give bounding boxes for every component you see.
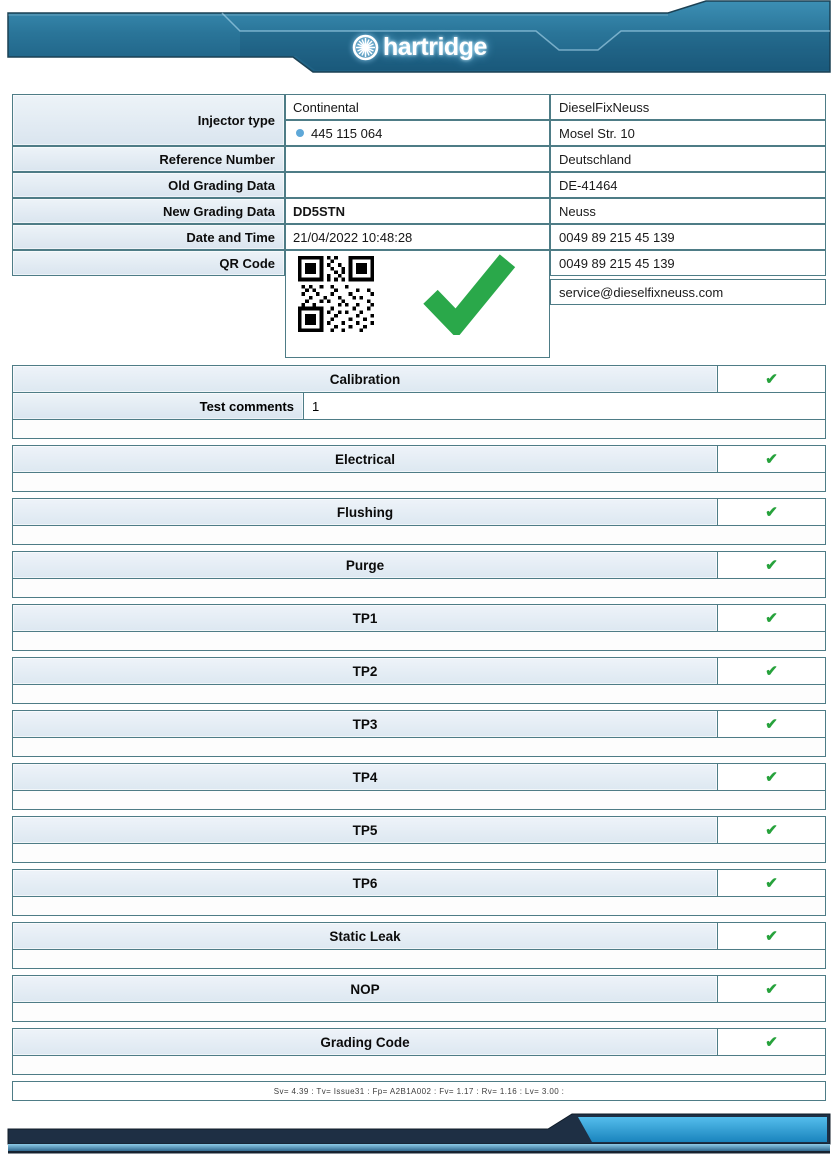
section-tp5 bbox=[12, 816, 826, 863]
pass-check-icon: ✔ bbox=[765, 370, 778, 388]
empty-row bbox=[13, 1055, 825, 1074]
label-qr-code: QR Code bbox=[12, 250, 285, 276]
section-title: Grading Code bbox=[13, 1029, 718, 1055]
label-reference-number: Reference Number bbox=[12, 146, 285, 172]
empty-row bbox=[13, 525, 825, 544]
customer-country: Deutschland bbox=[550, 146, 826, 172]
empty-row bbox=[13, 949, 825, 968]
injector-info-table bbox=[12, 94, 550, 358]
logo-text: hartridge bbox=[383, 33, 487, 61]
customer-name: DieselFixNeuss bbox=[550, 94, 826, 120]
test-comments-value: 1 bbox=[312, 398, 320, 414]
value-manufacturer: Continental bbox=[285, 94, 550, 120]
section-grading-code bbox=[12, 1028, 826, 1075]
section-title: TP1 bbox=[13, 605, 718, 631]
empty-row bbox=[13, 578, 825, 597]
version-codes-box bbox=[12, 1081, 826, 1101]
qr-result-cell bbox=[285, 250, 550, 358]
section-result-cell bbox=[718, 923, 825, 949]
empty-row bbox=[13, 737, 825, 756]
customer-postcode: DE-41464 bbox=[550, 172, 826, 198]
section-static-leak bbox=[12, 922, 826, 969]
section-title: TP4 bbox=[13, 764, 718, 790]
section-result-cell bbox=[718, 1029, 825, 1055]
hartridge-logo bbox=[352, 33, 487, 62]
section-result-cell bbox=[718, 764, 825, 790]
value-new-grading: DD5STN bbox=[285, 198, 550, 224]
section-tp1 bbox=[12, 604, 826, 651]
customer-info-table bbox=[550, 94, 826, 305]
wheel-icon bbox=[352, 34, 379, 61]
section-result-cell bbox=[718, 552, 825, 578]
section-result-cell bbox=[718, 976, 825, 1002]
section-tp3 bbox=[12, 710, 826, 757]
pass-check-icon: ✔ bbox=[765, 768, 778, 786]
test-comments-label: Test comments bbox=[13, 393, 304, 419]
blue-bullet-icon bbox=[296, 129, 304, 137]
customer-city: Neuss bbox=[550, 198, 826, 224]
section-title: Flushing bbox=[13, 499, 718, 525]
section-result-cell bbox=[718, 366, 825, 392]
section-result-cell bbox=[718, 711, 825, 737]
section-calibration bbox=[12, 365, 826, 439]
pass-check-icon: ✔ bbox=[765, 662, 778, 680]
section-result-cell bbox=[718, 446, 825, 472]
pass-check-icon: ✔ bbox=[765, 503, 778, 521]
section-result-cell bbox=[718, 870, 825, 896]
value-old-grading bbox=[285, 172, 550, 198]
version-codes-text: Sv= 4.39 : Tv= Issue31 : Fp= A2B1A002 : Fv= 1.17 : Rv= 1.16 : Lv= 3.00 : bbox=[273, 1086, 565, 1096]
pass-check-icon: ✔ bbox=[765, 556, 778, 574]
test-sections bbox=[12, 365, 826, 1101]
customer-street: Mosel Str. 10 bbox=[550, 120, 826, 146]
section-title: TP3 bbox=[13, 711, 718, 737]
part-number-text: 445 115 064 bbox=[311, 125, 383, 141]
customer-email: service@dieselfixneuss.com bbox=[550, 279, 826, 305]
label-new-grading: New Grading Data bbox=[12, 198, 285, 224]
section-title: Purge bbox=[13, 552, 718, 578]
section-title: NOP bbox=[13, 976, 718, 1002]
footer-banner bbox=[0, 1106, 838, 1162]
customer-phone2: 0049 89 215 45 139 bbox=[550, 250, 826, 276]
pass-check-icon: ✔ bbox=[765, 980, 778, 998]
section-result-cell bbox=[718, 658, 825, 684]
section-tp2 bbox=[12, 657, 826, 704]
label-old-grading: Old Grading Data bbox=[12, 172, 285, 198]
value-date-time: 21/04/2022 10:48:28 bbox=[285, 224, 550, 250]
empty-row bbox=[13, 843, 825, 862]
section-title: TP6 bbox=[13, 870, 718, 896]
test-comments-row bbox=[13, 392, 825, 419]
section-title: TP5 bbox=[13, 817, 718, 843]
section-title: Static Leak bbox=[13, 923, 718, 949]
pass-check-icon: ✔ bbox=[765, 715, 778, 733]
label-date-time: Date and Time bbox=[12, 224, 285, 250]
section-result-cell bbox=[718, 499, 825, 525]
section-result-cell bbox=[718, 605, 825, 631]
empty-row bbox=[13, 472, 825, 491]
section-purge bbox=[12, 551, 826, 598]
empty-row bbox=[13, 684, 825, 703]
pass-check-icon: ✔ bbox=[765, 450, 778, 468]
section-title: Electrical bbox=[13, 446, 718, 472]
empty-row bbox=[13, 1002, 825, 1021]
section-title: TP2 bbox=[13, 658, 718, 684]
qr-code-image bbox=[298, 256, 374, 332]
section-tp4 bbox=[12, 763, 826, 810]
empty-row bbox=[13, 790, 825, 809]
pass-check-icon: ✔ bbox=[765, 1033, 778, 1051]
pass-check-icon: ✔ bbox=[765, 927, 778, 945]
value-part-number bbox=[285, 120, 550, 146]
empty-row bbox=[13, 419, 825, 438]
result-check-icon bbox=[421, 253, 516, 335]
section-tp6 bbox=[12, 869, 826, 916]
spacer-cell bbox=[12, 276, 285, 358]
section-nop bbox=[12, 975, 826, 1022]
empty-row bbox=[13, 896, 825, 915]
section-result-cell bbox=[718, 817, 825, 843]
section-electrical bbox=[12, 445, 826, 492]
section-flushing bbox=[12, 498, 826, 545]
section-title: Calibration bbox=[13, 366, 718, 392]
pass-check-icon: ✔ bbox=[765, 874, 778, 892]
pass-check-icon: ✔ bbox=[765, 609, 778, 627]
empty-row bbox=[13, 631, 825, 650]
pass-check-icon: ✔ bbox=[765, 821, 778, 839]
value-reference-number bbox=[285, 146, 550, 172]
label-injector-type: Injector type bbox=[12, 94, 285, 146]
customer-phone1: 0049 89 215 45 139 bbox=[550, 224, 826, 250]
